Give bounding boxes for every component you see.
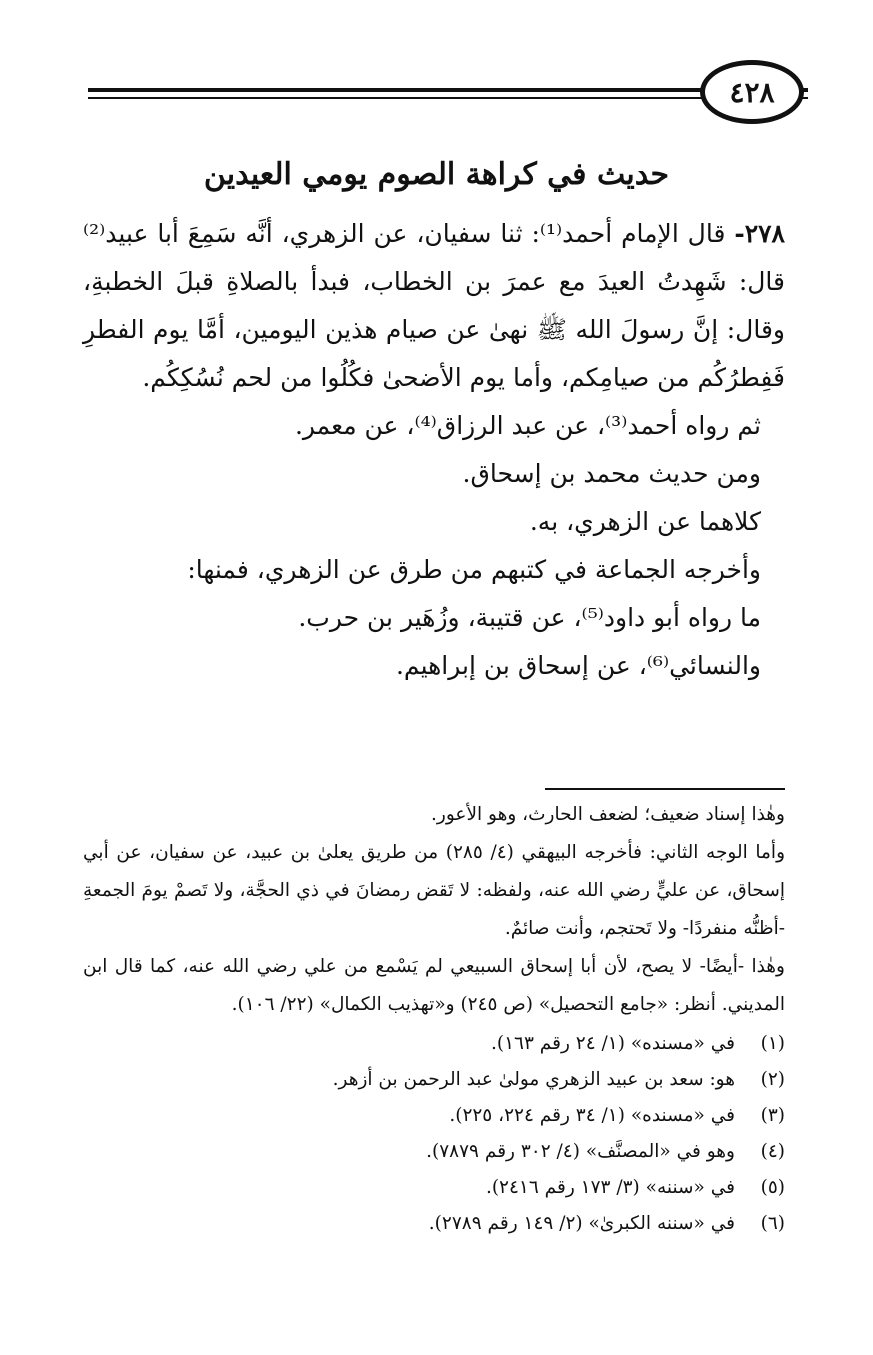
footnote-number: (٢) (760, 1069, 785, 1090)
main-line: ما رواه أبو داود⁽⁵⁾، عن قتيبة، وزُهَير بن حرب. (298, 603, 761, 632)
section-title: حديث في كراهة الصوم يومي العيدين (203, 157, 670, 192)
footnote-number: (٤) (760, 1141, 785, 1162)
footnote-number: (١) (760, 1033, 785, 1054)
footnote-item (83, 1062, 785, 1098)
main-line: والنسائي⁽⁶⁾، عن إسحاق بن إبراهيم. (395, 651, 761, 680)
main-line: ثم رواه أحمد⁽³⁾، عن عبد الرزاق⁽⁴⁾، عن معمر. (294, 411, 761, 440)
footnote-text: وهو في «المصنَّف» (٤/ ٣٠٢ رقم ٧٨٧٩). (426, 1141, 735, 1162)
footnote-text: في «سننه» (٣/ ١٧٣ رقم ٢٤١٦). (485, 1177, 735, 1198)
footnote-paragraph: وهٰذا -أيضًا- لا يصح، لأن أبا إسحاق السبيعي لم يَسْمع من علي رضي الله عنه، كما قال ابن المديني. أنظر: «جامع التحصيل» (ص ٢٤٥) و«تهذيب الكمال» (٢٢/ ١٠٦). (83, 956, 785, 1015)
footnote-paragraph: وأما الوجه الثاني: فأخرجه البيهقي (٤/ ٢٨٥) من طريق يعلىٰ بن عبيد، عن سفيان، عن أبي إسحاق، عن عليٍّ رضي الله عنه، ولفظه: لا تَقض رمضانَ في ذي الحجَّة، ولا تَصمْ يومَ الجمعةِ -أظنُّه منفردًا- ولا تَحتجم، وأنت صائمٌ. (83, 842, 786, 939)
hadith-number: ٢٧٨- (734, 219, 785, 248)
hadith-text: قال الإمام أحمد⁽¹⁾: ثنا سفيان، عن الزهري، أنَّه سَمِعَ أبا عبيد⁽²⁾ قال: شَهِدتُ العيدَ مع عمرَ بن الخطاب، فبدأ بالصلاةِ قبلَ الخطبةِ، وقال: إنَّ رسولَ الله ﷺ نهىٰ عن صيام هذين اليومين، أمَّا يوم الفطرِ فَفِطرُكُم من صيامِكم، وأما يوم الأضحىٰ فكُلُوا من لحم نُسُكِكُم. (83, 219, 785, 392)
footnote-divider (545, 788, 785, 790)
footnotes-list (83, 1026, 785, 1242)
footnote-number: (٣) (760, 1105, 785, 1126)
hadith-paragraph (83, 210, 785, 402)
footnote-number: (٦) (760, 1213, 785, 1234)
footnote-text: في «مسنده» (١/ ٢٤ رقم ١٦٣). (491, 1033, 735, 1054)
footnote-number: (٥) (760, 1177, 785, 1198)
footnote-item (83, 1170, 785, 1206)
footnote-paragraph: وهٰذا إسناد ضعيف؛ لضعف الحارث، وهو الأعور. (431, 804, 785, 825)
main-line: وأخرجه الجماعة في كتبهم من طرق عن الزهري، فمنها: (187, 555, 761, 584)
footnote-item (83, 1206, 785, 1242)
main-text (83, 210, 785, 690)
main-line: كلاهما عن الزهري، به. (529, 507, 761, 536)
footnote-item (83, 1098, 785, 1134)
main-line: ومن حديث محمد بن إسحاق. (462, 459, 761, 488)
footnote-item (83, 1026, 785, 1062)
footnote-text: هو: سعد بن عبيد الزهري مولىٰ عبد الرحمن بن أزهر. (332, 1069, 735, 1090)
footnote-item (83, 1134, 785, 1170)
page-number: ٤٢٨ (700, 60, 804, 124)
footnote-text: في «مسنده» (١/ ٣٤ رقم ٢٢٤، ٢٢٥). (449, 1105, 735, 1126)
footnote-text: في «سننه الكبرىٰ» (٢/ ١٤٩ رقم ٢٧٨٩). (428, 1213, 735, 1234)
footnote-continuation (83, 796, 785, 1024)
